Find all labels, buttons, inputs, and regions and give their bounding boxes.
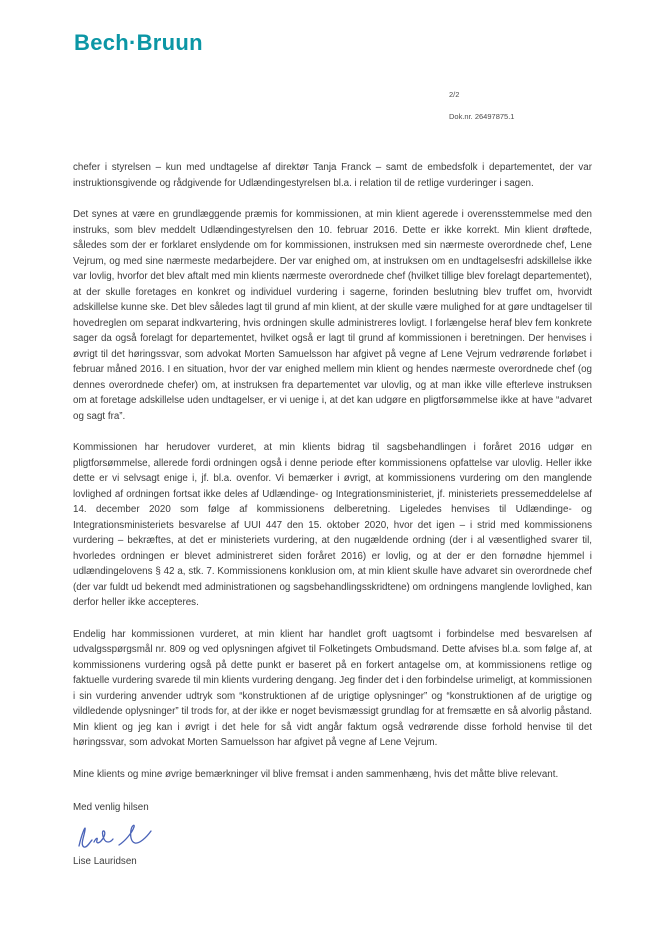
paragraph: Endelig har kommissionen vurderet, at min klient har handlet groft uagtsomt i forbindelse med besvarelsen af udvalgsspørgsmål nr. 809 og ved oplysningen afgivet til Folketingets Ombudsmand. Dette afvises bl.a. som følge af, at kommissionens vurdering også på dette punkt er baseret på en forkert antagelse om, at kommissionens retlige og faktuelle vurdering svarede til min klients vurdering dengang. Jeg finder det i den forbindelse urimeligt, at kommissionen i sin vurdering anvender udtryk som “konstruktionen af de urigtige oplysninger” og “konstruktionen af de urigtige og vildledende oplysninger” til trods for, at der ikke er noget bevismæssigt grundlag for at fremsætte en så alvorlig påstand. Min klient og jeg kan i øvrigt i det hele for så vidt angår faktum også vedrørende disse forhold henvise til det høringssvar, som advokat Morten Samuelsson har afgivet på vegne af Lene Vejrum. [73, 628, 592, 748]
paragraph: Mine klients og mine øvrige bemærkninger vil blive fremsat i anden sammenhæng, hvis det måtte blive relevant. [73, 768, 559, 780]
header-meta [449, 90, 514, 122]
signature-image [73, 820, 592, 854]
signature-name: Lise Lauridsen [73, 855, 137, 867]
paragraph: Kommissionen har herudover vurderet, at min klients bidrag til sagsbehandlingen i foråret 2016 udgør en pligtforsømmelse, allerede fordi ordningen også i denne periode efter kommissionens opfattelse var ulovlig. Heller ikke dette er vi selvsagt enige i, jf. bl.a. ovenfor. Vi bemærker i øvrigt, at kommissionens vurdering om den manglende lovlighed af ordningen fortsat ikke deles af Udlændinge- og Integrationsministeriet, jf. ministeriets pressemeddelelse af 14. december 2020 som følge af kommissionens delberetning. Ligeledes henvises til Udlændinge- og Integrationsministeriets besvarelse af UUI 447 den 15. oktober 2020, hvor det igen – i strid med kommissionens vurdering – bekræftes, at det er ministeriets vurdering, at den nugældende ordning (der i al væsentlighed svarer til, hvorledes ordningen er blevet administreret siden foråret 2016) er lovlig, og at der er den fornødne hjemmel i udlændingelovens § 42 a, stk. 7. Kommissionens konklusion om, at min klient skulle have advaret sin overordnede chef (der var fuldt ud bekendt med administrationen og sagsbehandlingsskridtene) om ordningens manglende lovlighed, kan derfor heller ikke accepteres. [73, 442, 592, 608]
doc-number: Dok.nr. 26497875.1 [449, 112, 515, 121]
paragraph: chefer i styrelsen – kun med undtagelse af direktør Tanja Franck – samt de embedsfolk i departementet, der var instruktionsgivende og rådgivende for Udlændingestyrelsen bl.a. i relation til de retlige vurderinger i sagen. [73, 162, 592, 189]
bech-bruun-logo: Bech·Bruun [74, 30, 203, 55]
letter-body [73, 160, 592, 869]
closing-salutation: Med venlig hilsen [73, 802, 149, 813]
page-number: 2/2 [449, 90, 460, 99]
paragraph: Det synes at være en grundlæggende præmis for kommissionen, at min klient agerede i overensstemmelse med den instruks, som blev meddelt Udlændingestyrelsen den 10. februar 2016. Dette er ikke korrekt. Min klient drøftede, således som der er forklaret enslydende om for kommissionen, instruksen med sin nærmeste overordnede chef, Lene Vejrum, og med sine nærmeste medarbejdere. Der var enighed om, at instruksen om en undtagelsesfri adskillelse ikke var lovlig, hvorfor det blev aftalt med min klients nærmeste overordnede chef (hvilket tillige blev forelagt departementet), at der skulle foretages en konkret og individuel vurdering i sagerne, forinden beslutning blev truffet om, hvorvidt adskillelse kunne ske. Det blev således lagt til grund af min klient, at der skulle være mulighed for at gøre undtagelser til hovedreglen om separat indkvartering, hvis ordningen skulle administreres lovligt. I forlængelse heraf blev fem konkrete sager da også forelagt for departementet, hvilket også er lagt til grund af kommissionen i beretningen. Der henvises i øvrigt til det høringssvar, som advokat Morten Samuelsson har afgivet på vegne af Lene Vejrum vedrørende forløbet i februar måned 2016. I en situation, hvor der var enighed mellem min klient og hendes nærmeste overordnede chef (og dennes overordnede chefer) om, at instruksen fra departementet var ulovlig, og at man ikke ville efterleve instruksen om at foretage adskillelse uden undtagelser, er vi uenige i, at det kan udgøre en pligtforsømmelse ikke at have “advaret og sagt fra”. [73, 209, 592, 422]
